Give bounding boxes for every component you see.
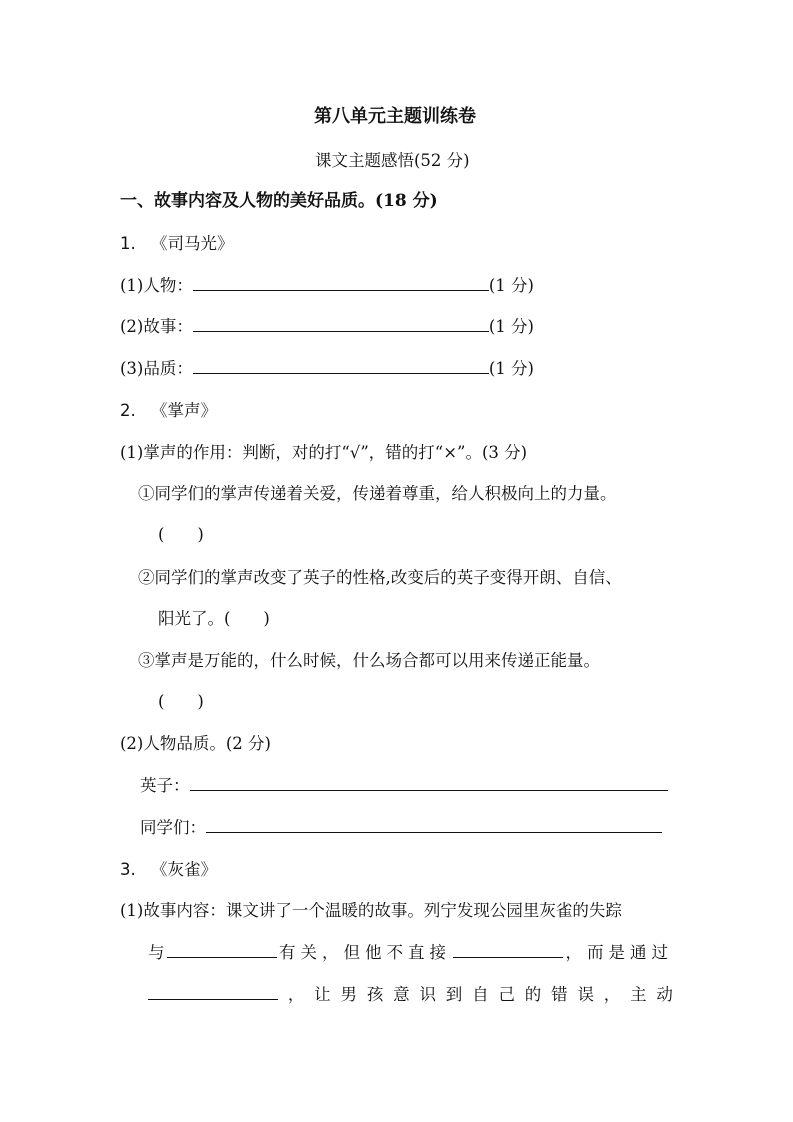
subtitle: 课文主题感悟(52 分) [315,151,470,170]
answer-label: (1)人物： [120,276,193,295]
question-title: 《司马光》 [151,234,234,253]
answer-blank[interactable] [167,942,277,958]
section-heading: 一、故事内容及人物的美好品质。(18 分) [120,191,438,211]
score: (1 分) [488,276,534,295]
text-segment: 与 [148,943,165,962]
spaced-char: 错 [551,985,568,1004]
spaced-char: ， [603,985,621,1004]
spaced-char: 男 [340,985,357,1004]
statement-2-cont: 阳光了。( ) [158,609,270,628]
answer-blank[interactable] [148,984,278,1000]
answer-blank[interactable] [193,358,489,374]
spaced-char: 意 [393,985,410,1004]
answer-line-story [120,316,534,338]
spaced-char: 自 [472,985,489,1004]
answer-line-quality [120,358,534,380]
question-title: 《灰雀》 [151,860,217,879]
answer-line-classmates [140,817,662,839]
spaced-char: 让 [314,985,331,1004]
text-segment: ，而是通过 [565,943,673,962]
answer-paren[interactable]: ( ) [158,692,204,711]
spaced-char: 孩 [366,985,384,1004]
text-segment: 有关，但他不直接 [279,943,451,962]
spaced-char: 己 [498,985,515,1004]
part-2-instruction: (2)人物品质。(2 分) [120,734,271,753]
score: (1 分) [488,359,534,378]
spaced-char: 识 [419,985,436,1004]
answer-blank[interactable] [453,942,563,958]
answer-blank[interactable] [193,275,489,291]
question-1-heading [120,233,234,255]
statement-2: ②同学们的掌声改变了英子的性格,改变后的英子变得开朗、自信、 [138,568,622,587]
story-content-line: (1)故事内容：课文讲了一个温暖的故事。列宁发现公园里灰雀的失踪 [120,901,622,920]
answer-line-character [120,275,534,297]
answer-label: (3)品质： [120,359,193,378]
answer-blank[interactable] [190,775,668,791]
statement-3: ③掌声是万能的，什么时候，什么场合都可以用来传递正能量。 [138,651,600,670]
fill-blank-line-2 [148,984,673,1006]
spaced-char: ， [287,985,305,1004]
spaced-char: 的 [524,985,542,1004]
answer-blank[interactable] [206,817,662,833]
part-1-instruction: (1)掌声的作用：判断，对的打“√”，错的打“×”。(3 分) [120,443,528,462]
spaced-char: 动 [656,985,673,1004]
answer-label: 同学们： [140,818,206,837]
answer-paren[interactable]: ( ) [158,525,204,544]
spaced-char: 到 [445,985,463,1004]
answer-label: 英子： [140,776,190,795]
statement-1: ①同学们的掌声传递着关爱，传递着尊重，给人积极向上的力量。 [138,484,617,503]
question-2-heading [120,400,217,422]
spaced-char: 主 [630,985,647,1004]
answer-label: (2)故事： [120,317,193,336]
question-3-heading [120,859,217,881]
answer-blank[interactable] [193,316,489,332]
answer-line-yingzi [140,775,668,797]
score: (1 分) [488,317,534,336]
spaced-char: 误 [577,985,594,1004]
question-number: 1. [120,234,136,253]
question-title: 《掌声》 [151,401,217,420]
question-number: 3. [120,860,136,879]
page-title: 第八单元主题训练卷 [314,106,476,127]
question-number: 2. [120,401,136,420]
fill-blank-line-1 [148,942,673,964]
